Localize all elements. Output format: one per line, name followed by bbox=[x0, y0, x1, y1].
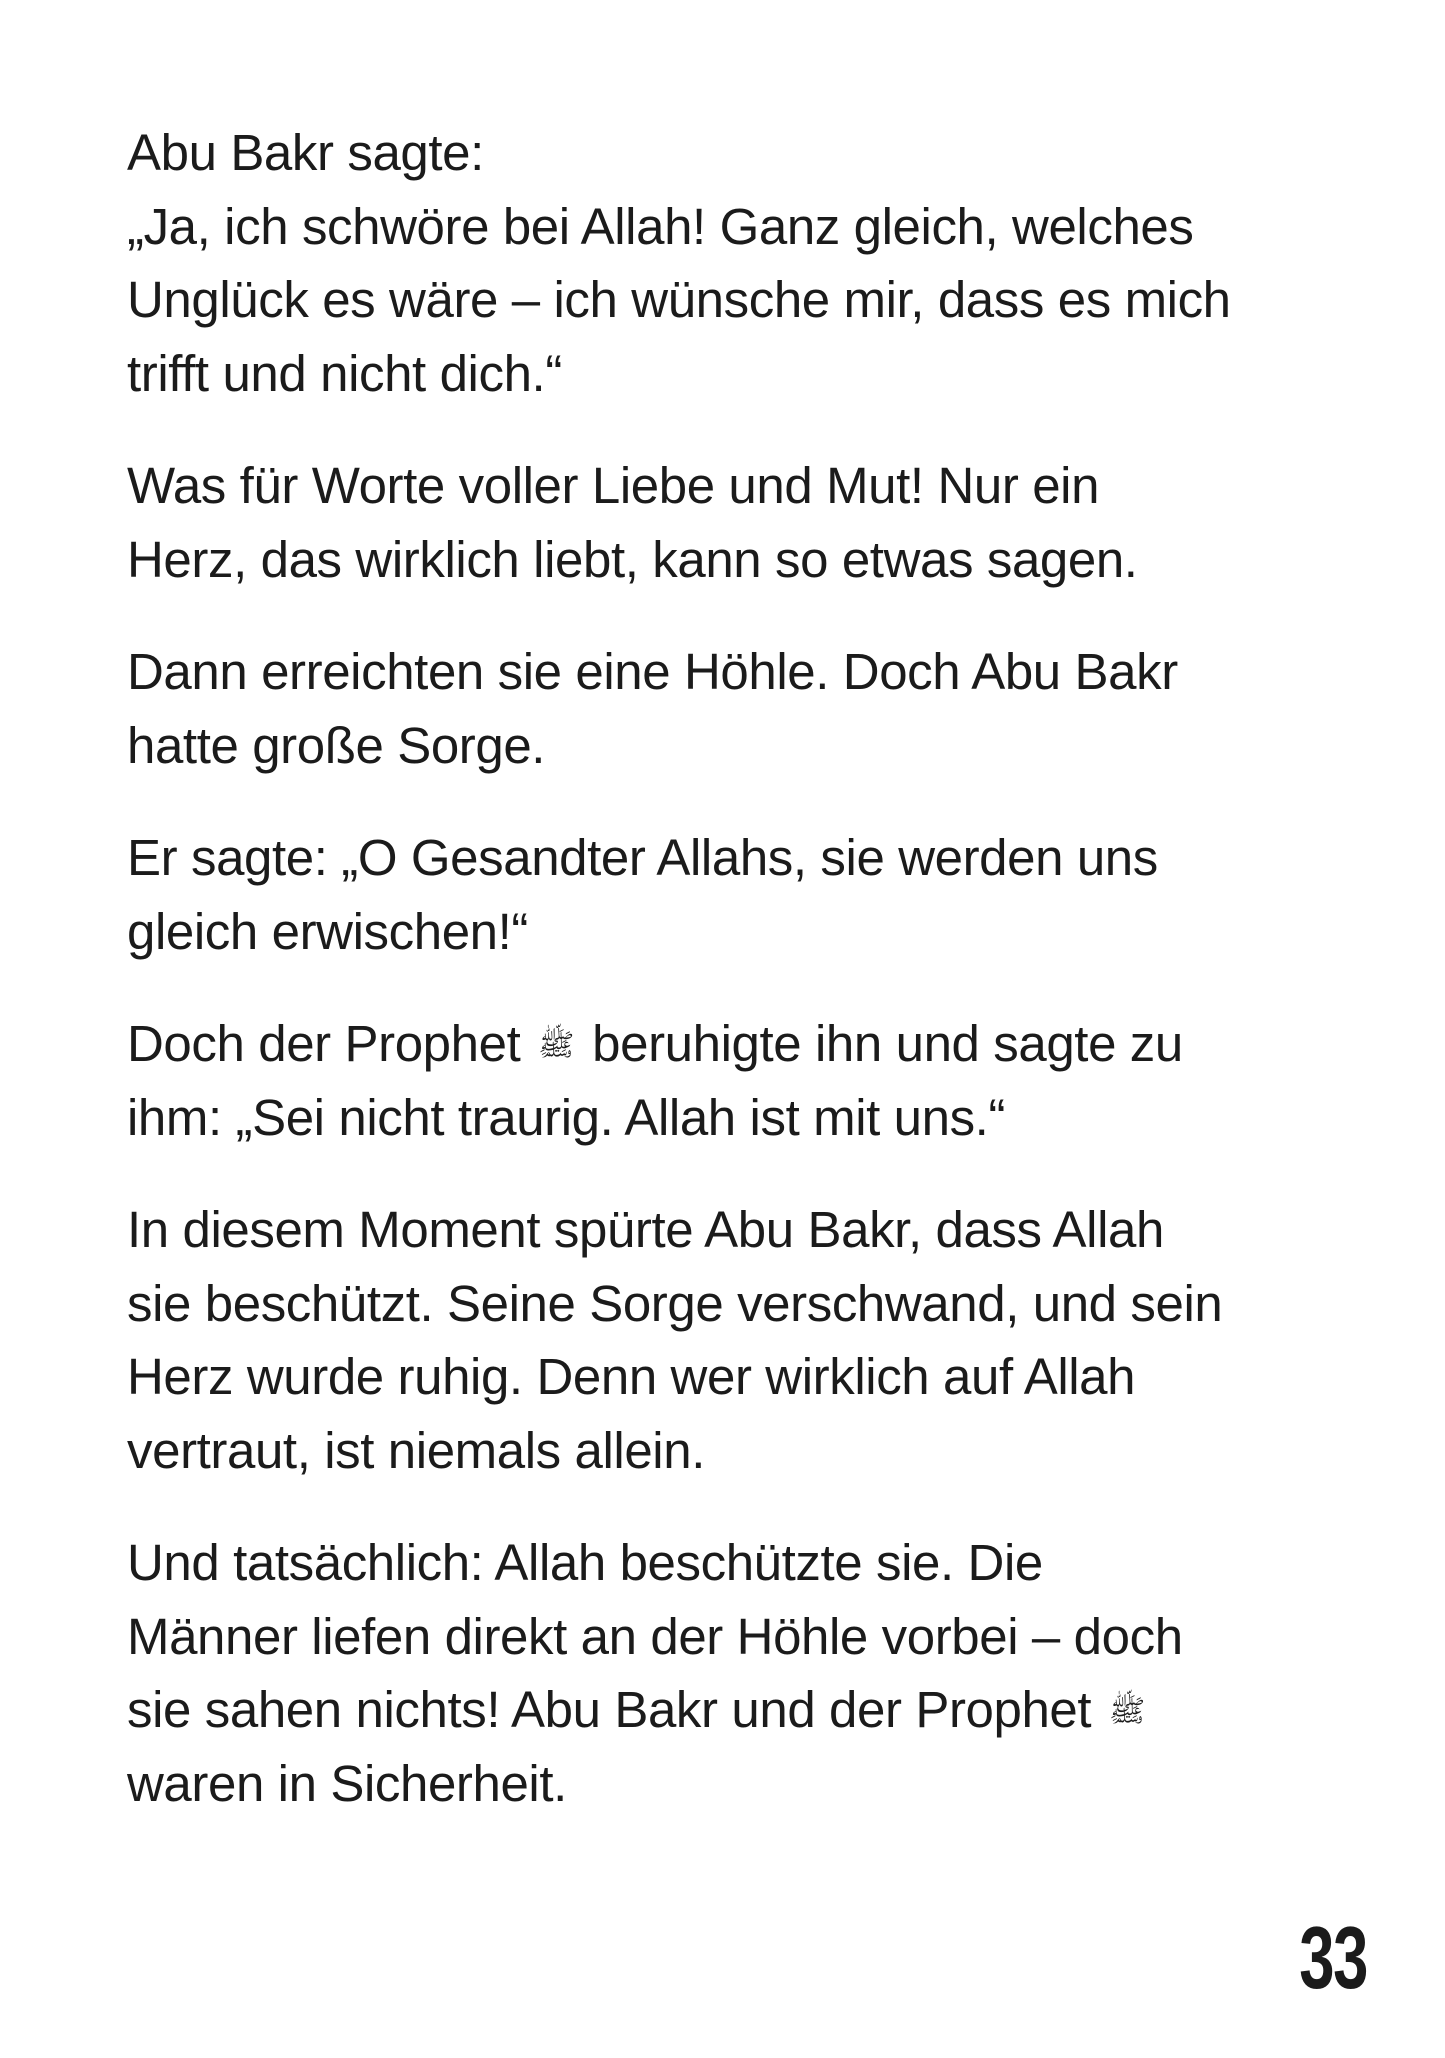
text-line: Männer liefen direkt an der Höhle vorbei – doch bbox=[127, 1607, 1183, 1665]
text-segment: sie sahen nichts! Abu Bakr und der Prophet bbox=[127, 1681, 1092, 1738]
text-segment: beruhigte ihn und sagte zu bbox=[592, 1015, 1183, 1072]
text-line bbox=[127, 1673, 1367, 1747]
text-line bbox=[127, 1007, 1367, 1081]
text-line: In diesem Moment spürte Abu Bakr, dass Allah bbox=[127, 1201, 1164, 1258]
text-line: Dann erreichten sie eine Höhle. Doch Abu Bakr bbox=[127, 643, 1178, 700]
page-number: 33 bbox=[1299, 1908, 1367, 2007]
text-line: Herz wurde ruhig. Denn wer wirklich auf Allah bbox=[127, 1348, 1136, 1405]
paragraph-6 bbox=[127, 1193, 1367, 1487]
text-segment: Doch der Prophet bbox=[127, 1015, 521, 1072]
text-line: Und tatsächlich: Allah beschützte sie. Die bbox=[127, 1534, 1043, 1591]
paragraph-5 bbox=[127, 1007, 1367, 1154]
paragraph-2 bbox=[127, 449, 1367, 596]
text-line: ihm: „Sei nicht traurig. Allah ist mit uns.“ bbox=[127, 1088, 1006, 1146]
text-line: „Ja, ich schwöre bei Allah! Ganz gleich, welches bbox=[127, 197, 1194, 255]
pbuh-ligature-icon: ﷺ bbox=[1108, 1694, 1146, 1729]
text-line: Er sagte: „O Gesandter Allahs, sie werden uns bbox=[127, 829, 1158, 886]
text-line: Abu Bakr sagte: bbox=[127, 124, 484, 181]
paragraph-3 bbox=[127, 635, 1367, 782]
paragraph-4 bbox=[127, 821, 1367, 968]
text-line: Herz, das wirklich liebt, kann so etwas sagen. bbox=[127, 530, 1138, 588]
text-line: Unglück es wäre – ich wünsche mir, dass es mich bbox=[127, 271, 1231, 328]
text-line: waren in Sicherheit. bbox=[127, 1754, 567, 1812]
pbuh-ligature-icon: ﷺ bbox=[538, 1028, 575, 1063]
text-line: gleich erwischen!“ bbox=[127, 902, 528, 960]
text-line: hatte große Sorge. bbox=[127, 716, 546, 774]
page-body bbox=[127, 116, 1367, 1859]
text-line: vertraut, ist niemals allein. bbox=[127, 1421, 705, 1479]
text-line: Was für Worte voller Liebe und Mut! Nur ein bbox=[127, 457, 1100, 514]
paragraph-1 bbox=[127, 116, 1367, 410]
text-line: trifft und nicht dich.“ bbox=[127, 344, 562, 402]
paragraph-7 bbox=[127, 1526, 1367, 1820]
text-line: sie beschützt. Seine Sorge verschwand, und sein bbox=[127, 1274, 1223, 1332]
